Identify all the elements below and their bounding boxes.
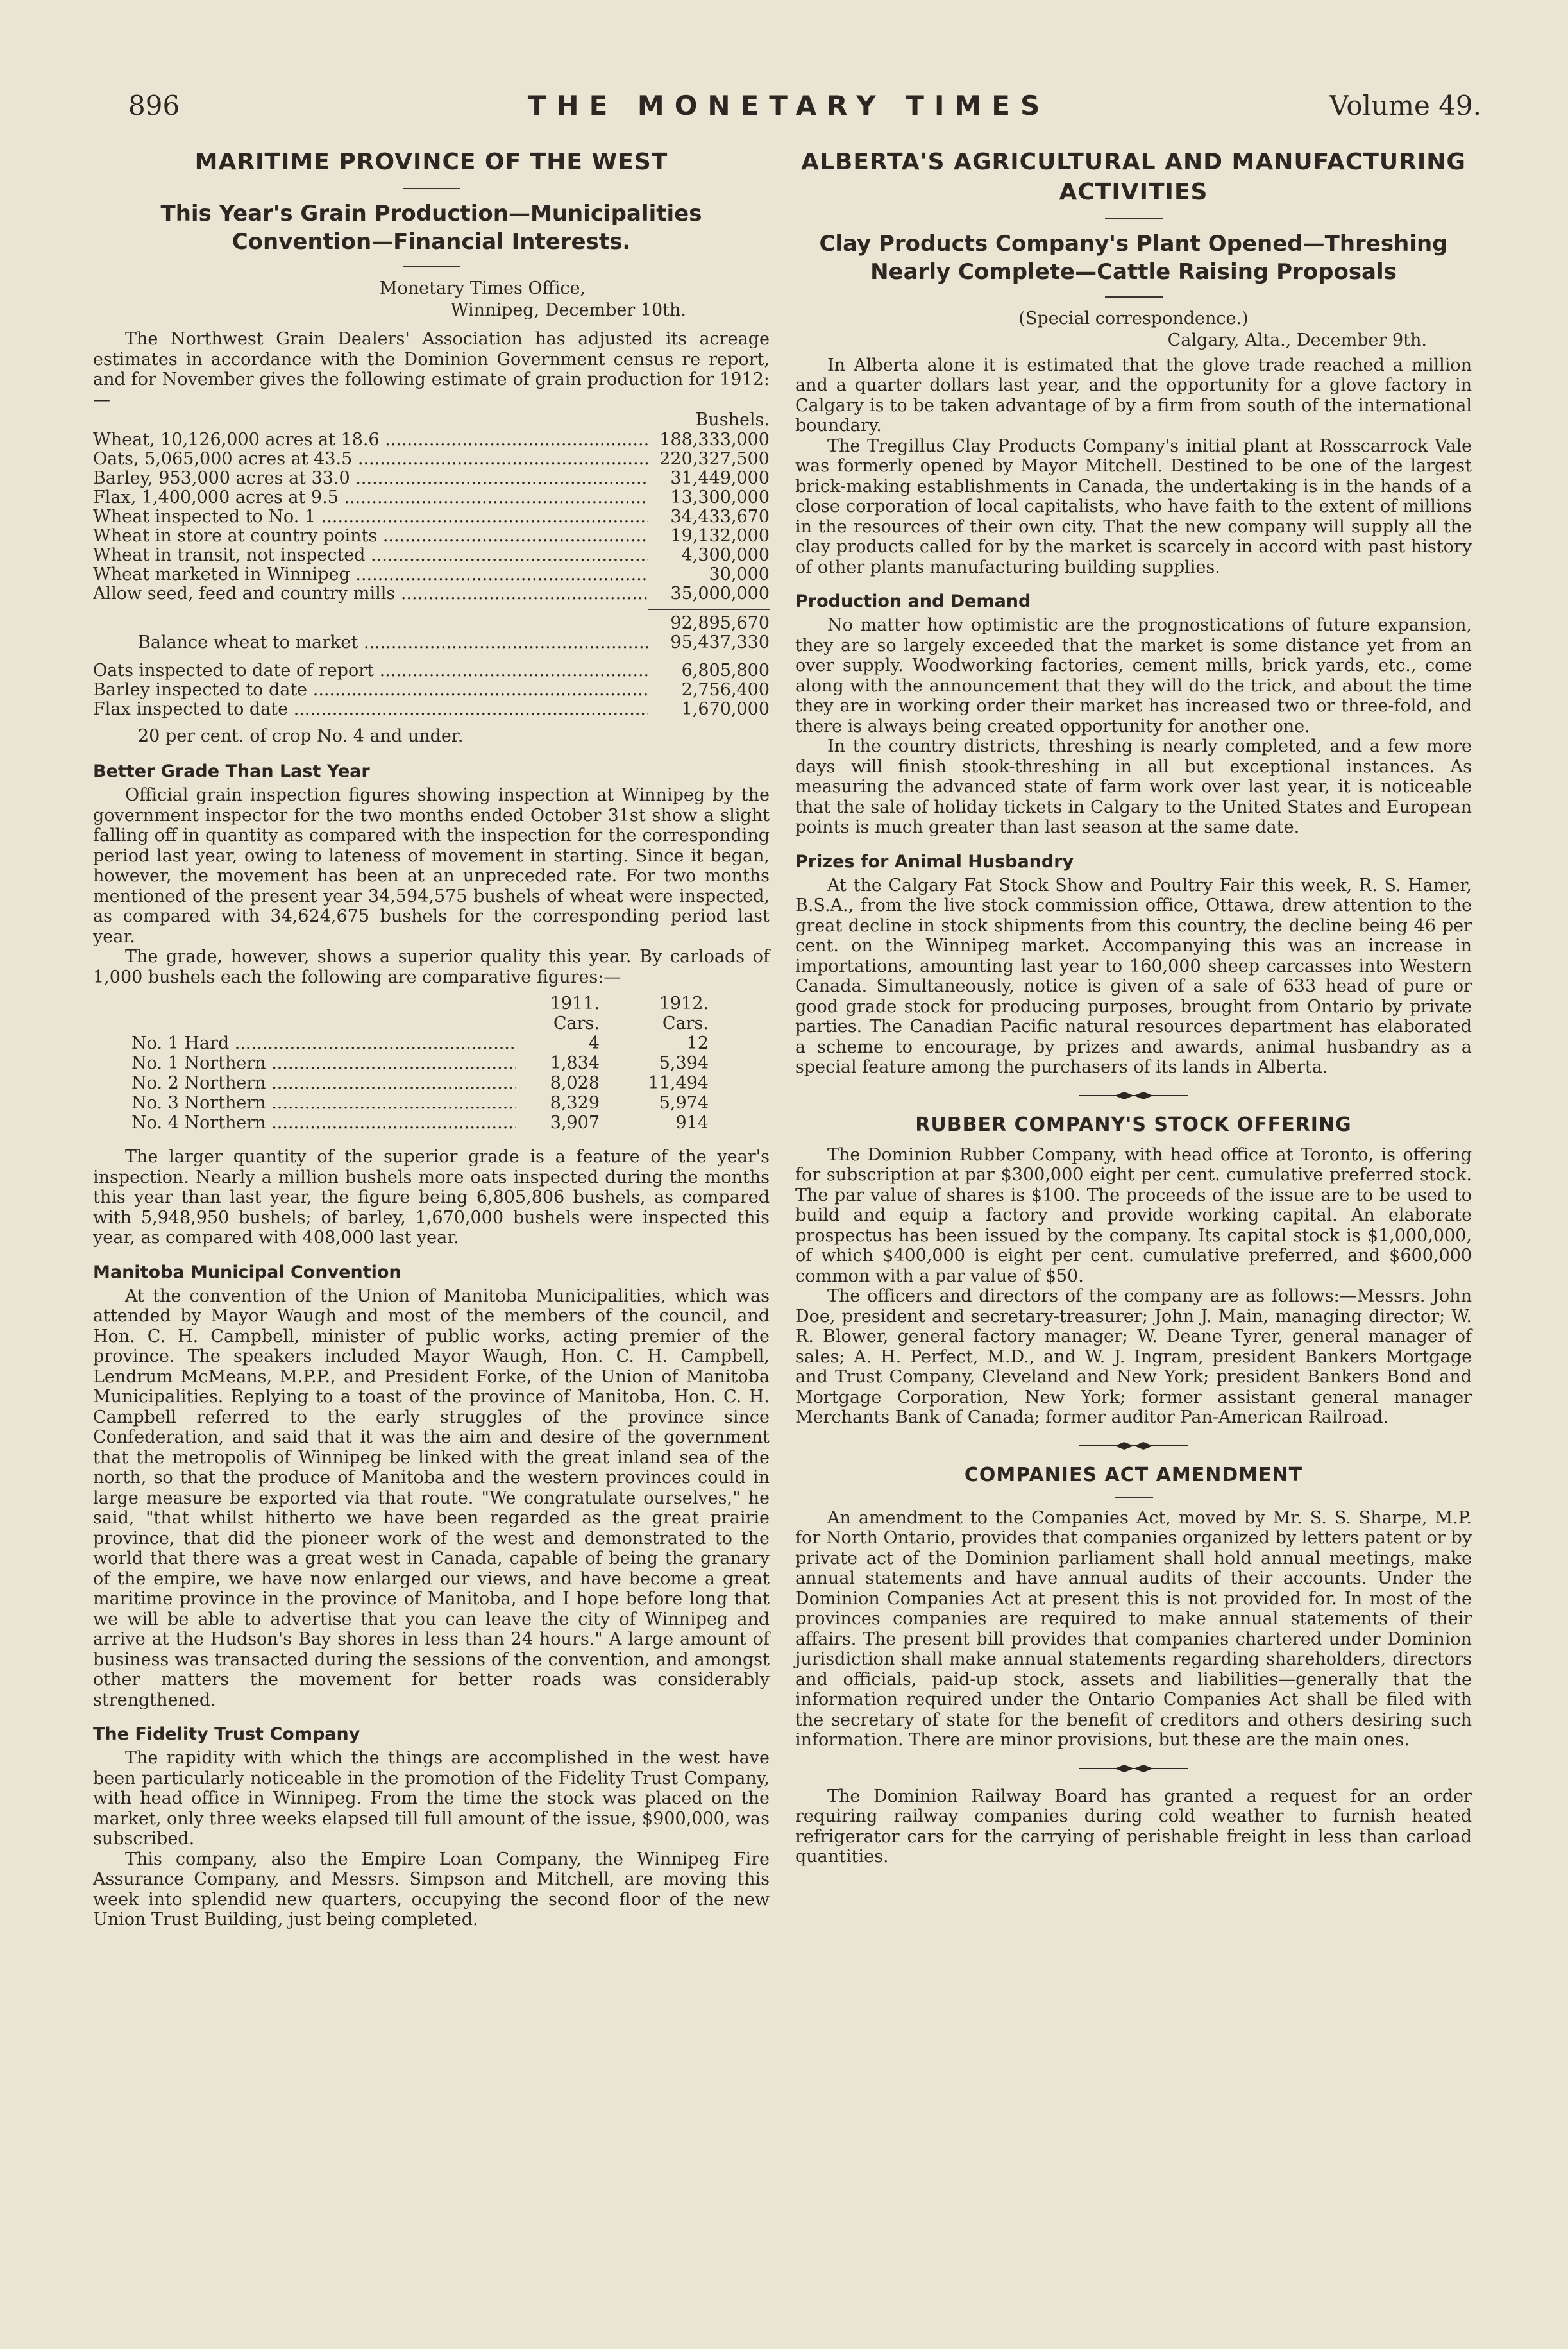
intro-paragraph: The Northwest Grain Dealers' Association has adjusted its acreage estimates in accordance with the Dominion Government census re report, and for November gives the following estimate of grain production for 1912:— bbox=[93, 329, 770, 410]
table-row: Barley, 953,000 acres at 33.0 ..... 31,449,000 bbox=[93, 469, 770, 488]
paragraph: In Alberta alone it is estimated that the glove trade reached a million and a quarter dollars last year, and the opportunity for a glove factory in Calgary is to be taken advantage of by a firm from south of the international boundary. bbox=[795, 355, 1472, 436]
ornament-divider-icon bbox=[795, 1762, 1472, 1775]
table-row: No. 4 Northern ..... 3,907 914 bbox=[131, 1113, 709, 1133]
paragraph: The larger quantity of the superior grade is a feature of the year's inspection. Nearly a million bushels more oats inspected during the months this year than last year, the figure being 6,805,806 bushels, as compared with 5,948,950 bushels; of barley, 1,670,000 bushels were inspected this year, as compared with 408,000 last year. bbox=[93, 1147, 770, 1248]
subtitle-rule bbox=[403, 266, 460, 267]
subtitle-rule bbox=[1105, 296, 1163, 298]
paragraph: The Tregillus Clay Products Company's initial plant at Rosscarrock Vale was formerly opened by Mayor Mitchell. Destined to be one of the largest brick-making establishments in Canada, the undertaking is in the hands of a close corporation of local capitalists, who have faith to the extent of millions in the resources of their own city. That the new company will supply all the clay products called for by the market is scarcely in accord with past history of other plants manufacturing building supplies. bbox=[795, 436, 1472, 577]
paragraph: This company, also the Empire Loan Company, the Winnipeg Fire Assurance Company, and Messrs. Simpson and Mitchell, are moving this week into splendid new quarters, occupying the second floor of the new Union Trust Building, just being completed. bbox=[93, 1849, 770, 1930]
right-article-subtitle: Clay Products Company's Plant Opened—Threshing Nearly Complete—Cattle Raising Proposals bbox=[819, 230, 1448, 285]
left-article-subtitle: This Year's Grain Production—Municipalities Convention—Financial Interests. bbox=[160, 200, 702, 255]
dateline-office: Monetary Times Office, bbox=[379, 278, 586, 299]
left-column bbox=[93, 148, 770, 1930]
paragraph: At the Calgary Fat Stock Show and Poultry Fair this week, R. S. Hamer, B.S.A., from the live stock commission office, Ottawa, drew attention to the great decline in stock shipments from this country, the decline being 46 per cent. on the Winnipeg market. Accompanying this was an increase in importations, amounting last year to 160,000 sheep carcasses into Western Canada. Simultaneously, notice is given of a sale of 633 head of pure or good grade stock for producing purposes, brought from Ontario by private parties. The Canadian Pacific natural resources department has elaborated a scheme to encourage, by prizes and awards, animal husbandry as a special feature among the purchasers of its lands in Alberta. bbox=[795, 875, 1472, 1078]
paragraph: The grade, however, shows a superior quality this year. By carloads of 1,000 bushels each the following are comparative figures:— bbox=[93, 947, 770, 987]
paragraph: The officers and directors of the company are as follows:—Messrs. John Doe, president and secretary-treasurer; John J. Main, managing director; W. R. Blower, general factory manager; W. Deane Tyrer, general manager of sales; A. H. Perfect, M.D., and W. J. Ingram, president Bankers Mortgage and Trust Company, Cleveland and New York; president Bankers Bond and Mortgage Corporation, New York; former assistant general manager Merchants Bank of Canada; former auditor Pan-American Railroad. bbox=[795, 1286, 1472, 1428]
table-row: No. 1 Hard ..... 4 12 bbox=[131, 1033, 709, 1053]
table-row: No. 1 Northern ..... 1,834 5,394 bbox=[131, 1053, 709, 1073]
table-row: Wheat in store at country points ..... 19,132,000 bbox=[93, 527, 770, 546]
subtotal-row: 92,895,670 bbox=[670, 613, 770, 634]
section-heading: Production and Demand bbox=[795, 591, 1031, 612]
section-heading: COMPANIES ACT AMENDMENT bbox=[964, 1463, 1303, 1486]
dateline-city: Winnipeg, December 10th. bbox=[450, 300, 686, 321]
section-heading: The Fidelity Trust Company bbox=[93, 1724, 360, 1745]
paragraph: The Dominion Rubber Company, with head office at Toronto, is offering for subscription at par $300,000 eight per cent. cumulative preferred stock. The par value of shares is $100. The proceeds of the issue are to be used to build and equip a factory and provide working capital. An elaborate prospectus has been issued by the company. Its capital stock is $1,000,000, of which $400,000 is eight per cent. cumulative preferred, and $600,000 common with a par value of $50. bbox=[795, 1144, 1472, 1286]
special-correspondence: (Special correspondence.) bbox=[1018, 308, 1249, 328]
ornament-divider-icon bbox=[795, 1089, 1472, 1102]
table-row: Oats, 5,065,000 acres at 43.5 ..... 220,327,500 bbox=[93, 450, 770, 469]
section-heading: Better Grade Than Last Year bbox=[93, 761, 370, 782]
crop-note: 20 per cent. of crop No. 4 and under. bbox=[138, 726, 464, 747]
table-row: Barley inspected to date ..... 2,756,400 bbox=[93, 681, 770, 700]
table-header: Cars. Cars. bbox=[553, 1013, 709, 1034]
publication-title: THE MONETARY TIMES bbox=[527, 90, 1050, 121]
paragraph: The Dominion Railway Board has granted a request for an order requiring railway companies during cold weather to furnish heated refrigerator cars for the carrying of perishable freight in less than carload quantities. bbox=[795, 1786, 1472, 1867]
grain-table bbox=[93, 430, 770, 719]
left-article-title: MARITIME PROVINCE OF THE WEST bbox=[194, 149, 668, 175]
table-row: Wheat inspected to No. 1 ..... 34,433,670 bbox=[93, 507, 770, 527]
table-row: Flax inspected to date ..... 1,670,000 bbox=[93, 700, 770, 719]
bushels-header: Bushels. bbox=[695, 410, 770, 430]
section-heading: Manitoba Municipal Convention bbox=[93, 1262, 401, 1282]
paragraph: Official grain inspection figures showing inspection at Winnipeg by the government inspector for the two months ended October 31st show a slight falling off in quantity as compared with the inspection for the corresponding period last year, owing to lateness of movement in starting. Since it began, however, the movement has been at an unpreceded rate. For two months mentioned of the present year 34,594,575 bushels of wheat were inspected, as compared with 34,624,675 bushels for the corresponding period last year. bbox=[93, 785, 770, 947]
table-row: Wheat marketed in Winnipeg ..... 30,000 bbox=[93, 565, 770, 584]
table-row: Wheat in transit, not inspected ..... 4,300,000 bbox=[93, 546, 770, 565]
title-rule bbox=[1105, 218, 1163, 219]
volume-label: Volume 49. bbox=[1329, 90, 1481, 121]
dateline: Calgary, Alta., December 9th. bbox=[1167, 330, 1427, 350]
table-row: Oats inspected to date of report ..... 6,805,800 bbox=[93, 661, 770, 681]
table-row: No. 3 Northern ..... 8,329 5,974 bbox=[131, 1093, 709, 1113]
table-row: Flax, 1,400,000 acres at 9.5 ..... 13,300,000 bbox=[93, 488, 770, 507]
paragraph: No matter how optimistic are the prognostications of future expansion, they are so largely exceeded that the market is some distance yet from an over supply. Woodworking factories, cement mills, brick yards, etc., come along with the announcement that they will do the trick, and about the time they are in working order their market has increased two or three-fold, and there is always being created opportunity for another one. bbox=[795, 615, 1472, 736]
paragraph: At the convention of the Union of Manitoba Municipalities, which was attended by Mayor Waugh and most of the members of the council, and Hon. C. H. Campbell, minister of public works, acting premier of the province. The speakers included Mayor Waugh, Hon. C. H. Campbell, Lendrum McMeans, M.P.P., and President Forke, of the Union of Manitoba Municipalities. Replying to a toast of the province of Manitoba, Hon. C. H. Campbell referred to the early struggles of the province since Confederation, and said that it was the aim and desire of the government that the metropolis of Winnipeg be linked with the great inland sea of the north, so that the produce of Manitoba and the western provinces could in large measure be exported via that route. "We congratulate ourselves," he said, "that whilst hitherto we have been regarded as the great prairie province, that did the pioneer work of the west and demonstrated to the world that there was a great west in Canada, capable of being the granary of the empire, we have now enlarged our views, and have become a great maritime province in the province of Manitoba, and I hope before long that we will be able to advertise that you can leave the city of Winnipeg and arrive at the Hudson's Bay shores in less than 24 hours." A large amount of business was transacted during the sessions of the convention, and amongst other matters the movement for better roads was considerably strengthened. bbox=[93, 1285, 770, 1710]
paragraph: An amendment to the Companies Act, moved by Mr. S. S. Sharpe, M.P. for North Ontario, provides that companies organized by letters patent or by private act of the Dominion parliament shall hold annual meetings, make annual statements and have annual audits of their accounts. Under the Dominion Companies Act at present this is not provided for. In most of the provinces companies are required to make annual statements of their affairs. The present bill provides that companies chartered under Dominion jurisdiction shall make annual statements regarding shareholders, directors and officials, paid-up stock, assets and liabilities—generally that the information required under the Ontario Companies Act shall be filed with the secretary of state for the benefit of creditors and others desiring such information. There are minor provisions, but these are the main ones. bbox=[795, 1507, 1472, 1751]
cars-table bbox=[131, 994, 709, 1133]
ornament-divider-icon bbox=[795, 1439, 1472, 1452]
table-header: 1911. 1912. bbox=[550, 994, 709, 1014]
page-number: 896 bbox=[128, 90, 180, 121]
paragraph: In the country districts, threshing is nearly completed, and a few more days will finish stook-threshing in all but exceptional instances. As measuring the advanced state of farm work over last year, it is noticeable that the sale of holiday tickets in Calgary to the United States and European points is much greater than last season at the same date. bbox=[795, 736, 1472, 838]
page-header bbox=[96, 90, 1481, 135]
title-rule bbox=[403, 188, 460, 189]
right-article-title: ALBERTA'S AGRICULTURAL AND MANUFACTURING ACTIVITIES bbox=[801, 149, 1466, 205]
paragraph: The rapidity with which the things are accomplished in the west have been particularly noticeable in the promotion of the Fidelity Trust Company, with head office in Winnipeg. From the time the stock was placed on the market, only three weeks elapsed till full amount of the issue, $900,000, was subscribed. bbox=[93, 1748, 770, 1849]
section-rule bbox=[1115, 1497, 1153, 1498]
table-row: Allow seed, feed and country mills ..... 35,000,000 bbox=[93, 584, 770, 604]
table-row: No. 2 Northern ..... 8,028 11,494 bbox=[131, 1073, 709, 1093]
sum-rule bbox=[648, 609, 770, 610]
section-heading: RUBBER COMPANY'S STOCK OFFERING bbox=[915, 1113, 1352, 1136]
right-column bbox=[795, 148, 1472, 1867]
section-heading: Prizes for Animal Husbandry bbox=[795, 851, 1074, 872]
balance-row: Balance wheat to market ..... 95,437,330 bbox=[93, 633, 770, 652]
table-row: Wheat, 10,126,000 acres at 18.6 ..... 188,333,000 bbox=[93, 430, 770, 450]
